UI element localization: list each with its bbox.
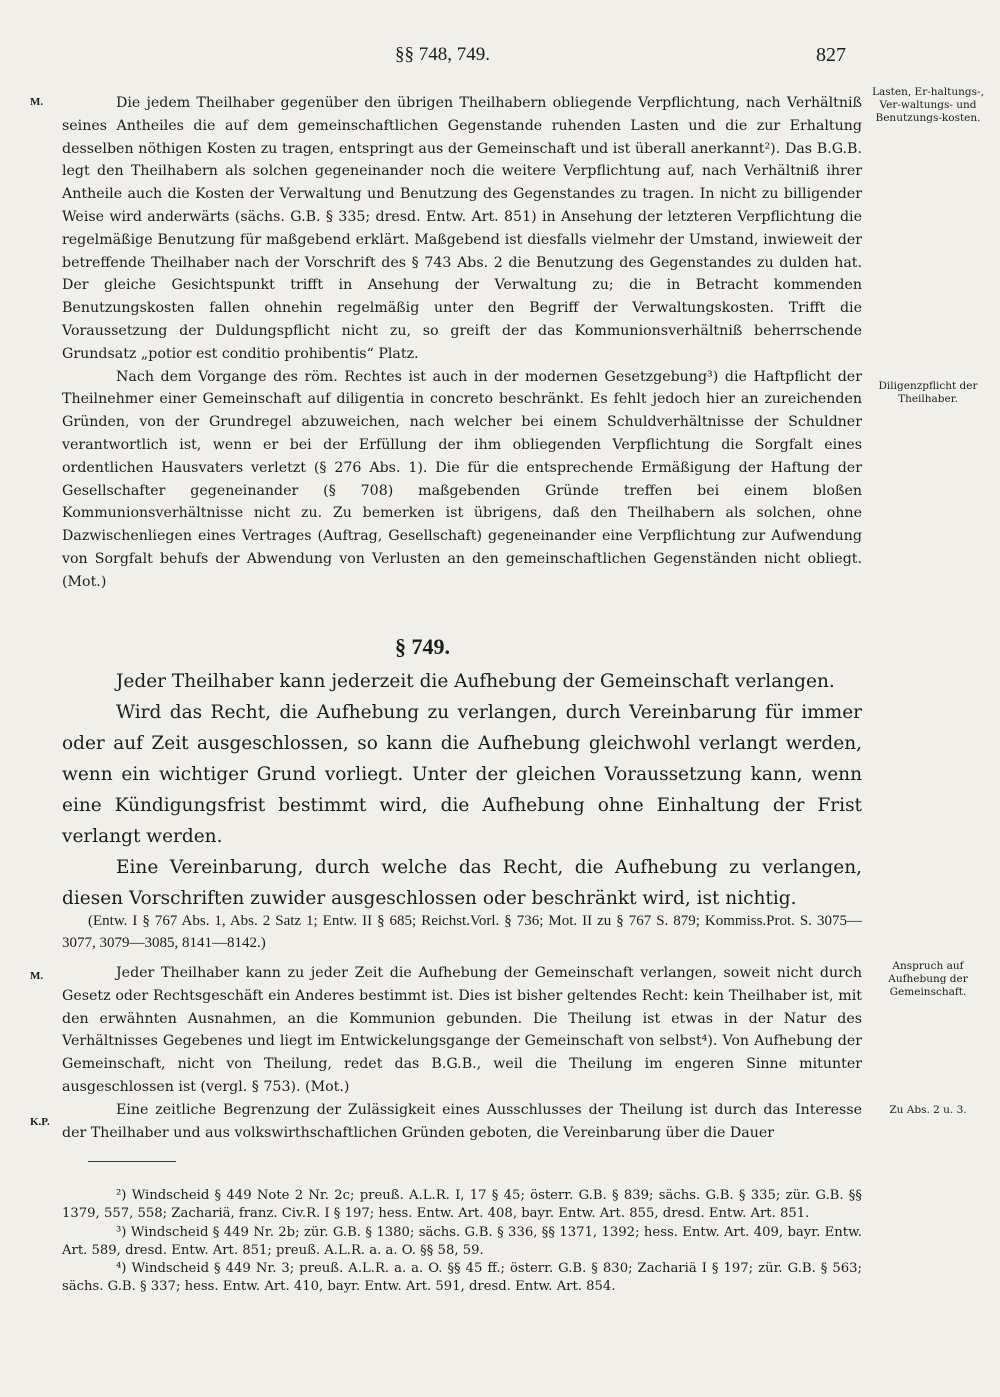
commentary-paragraph: Nach dem Vorgange des röm. Rechtes ist auch in der modernen Gesetzgebung³) die Haftpflicht der Theilnehmer einer Gemeinschaft auf diligentia in concreto beschränkt. Es fehlt jedoch hier an zureichenden Gründen, von der Grundregel abzuweichen, nach welcher bei einem Schuldverhältnisse der Schuldner verantwortlich ist, wenn er bei der Erfüllung der ihm obliegenden Verpflichtung die Sorgfalt eines ordentlichen Hausvaters verletzt (§ 276 Abs. 1). Die für die entsprechende Ermäßigung der Haftung der Gesellschafter gegeneinander (§ 708) maßgebenden Gründe treffen bei einem bloßen Kommunionsverhältnisse nicht zu. Zu bemerken ist übrigens, daß den Theilhabern als solchen, ohne Dazwischenliegen eines Vertrages (Auftrag, Gesellschaft) gegeneinander eine Verpflichtung zur Aufwendung von Sorgfalt behufs der Abwendung von Verlusten an den gemeinschaftlichen Gegenständen nicht obliegt. (Mot.) [62,368,862,590]
commentary-block-2 [62,962,862,1144]
footnote: ³) Windscheid § 449 Nr. 2b; zür. G.B. § 1380; sächs. G.B. § 336, §§ 1371, 1392; hess. Entw. Art. 409, bayr. Entw. Art. 589, dresd. Entw. Art. 851; preuß. A.L.R. a. a. O. §§ 58, 59. [62,1224,862,1258]
page-header [0,44,1000,74]
source-tag-m: M. [30,96,44,108]
statute-paragraph: Jeder Theilhaber kann jederzeit die Aufhebung der Gemeinschaft verlangen. [116,671,835,692]
margin-note-diligenz: Diligenzpflicht der Theilhaber. [878,380,978,405]
footnote: ⁴) Windscheid § 449 Nr. 3; preuß. A.L.R. a. a. O. §§ 45 ff.; österr. G.B. § 830; Zachariä I § 197; zür. G.B. § 563; sächs. G.B. § 337; hess. Entw. Art. 410, bayr. Entw. Art. 591, dresd. Entw. Art. 854. [62,1261,862,1295]
footnotes [62,1187,862,1297]
header-sections: §§ 748, 749. [395,44,490,65]
section-title: § 749. [395,634,450,659]
source-tag-m: M. [30,970,44,982]
references: (Entw. I § 767 Abs. 1, Abs. 2 Satz 1; Entw. II § 685; Reichst.Vorl. § 736; Mot. II zu § 767 S. 879; Kommiss.Prot. S. 3075—3077, 3079—3085, 8141—8142.) [62,913,862,951]
margin-note-anspruch: Anspruch auf Aufhebung der Gemeinschaft. [888,960,968,998]
statute-text [62,666,862,914]
commentary-paragraph: Jeder Theilhaber kann zu jeder Zeit die Aufhebung der Gemeinschaft verlangen, soweit nicht durch Gesetz oder Rechtsgeschäft ein Anderes bestimmt ist. Dies ist bisher geltendes Recht: kein Theilhaber ist, mit den erwähnten Ausnahmen, an die Kommunion gebunden. Die Theilung ist etwas in der Natur des Verhältnisses Gegebenes und liegt im Entwickelungsgange der Gemeinschaft von selbst⁴). Von Aufhebung der Gemeinschaft, nicht von Theilung, redet das B.G.B., weil die Theilung im engeren Sinne mitunter ausgeschlossen ist (vergl. § 753). (Mot.) [62,965,862,1095]
commentary-paragraph: Eine zeitliche Begrenzung der Zulässigkeit eines Ausschlusses der Theilung ist durch das Interesse der Theilhaber und aus volkswirthschaftlichen Gründen geboten, die Vereinbarung über die Dauer [62,1101,862,1141]
margin-note-lasten: Lasten, Er-haltungs-, Ver-waltungs- und Benutzungs-kosten. [872,86,984,124]
footnote-rule [88,1161,176,1162]
page-number: 827 [816,44,846,66]
commentary-paragraph: Die jedem Theilhaber gegenüber den übrigen Theilhabern obliegende Verpflichtung, nach Verhältniß seines Antheiles die auf dem gemeinschaftlichen Gegenstande ruhenden Lasten und die zur Erhaltung desselben nöthigen Kosten zu tragen, entspringt aus der Gemeinschaft und ist überall anerkannt²). Das B.G.B. legt den Theilhabern als solchen gegeneinander noch die weitere Verpflichtung auf, nach Verhältniß ihrer Antheile auch die Kosten der Verwaltung und Benutzung des Gegenstandes zu tragen. In nicht zu billigender Weise wird anderwärts (sächs. G.B. § 335; dresd. Entw. Art. 851) in Ansehung der letzteren Verpflichtung die regelmäßige Benutzung für maßgebend erklärt. Maßgebend ist diesfalls vielmehr der Umstand, inwieweit der betreffende Theilhaber nach der Vorschrift des § 743 Abs. 2 die Benutzung des Gegenstandes zu dulden hat. Der gleiche Gesichtspunkt trifft in Ansehung der Verwaltung zu; die in Betracht kommenden Benutzungskosten fallen ohnehin regelmäßig unter den Begriff der Verwaltungskosten. Trifft die Voraussetzung der Duldungspflicht nicht zu, so greift der das Kommunionsverhältniß beherrschende Grundsatz „potior est conditio prohibentis“ Platz. [62,95,862,362]
margin-note-abs: Zu Abs. 2 u. 3. [889,1104,967,1116]
commentary-block-1 [62,92,862,594]
statute-paragraph: Wird das Recht, die Aufhebung zu verlangen, durch Vereinbarung für immer oder auf Zeit ausgeschlossen, so kann die Aufhebung gleichwohl verlangt werden, wenn ein wichtiger Grund vorliegt. Unter der gleichen Voraussetzung kann, wenn eine Kündigungsfrist bestimmt wird, die Aufhebung ohne Einhaltung der Frist verlangt werden. [62,702,862,847]
source-tag-kp: K.P. [30,1116,50,1128]
footnote: ²) Windscheid § 449 Note 2 Nr. 2c; preuß. A.L.R. I, 17 § 45; österr. G.B. § 839; sächs. G.B. § 335; zür. G.B. §§ 1379, 557, 558; Zachariä, franz. Civ.R. I § 197; hess. Entw. Art. 408, bayr. Entw. Art. 855, dresd. Entw. Art. 851. [62,1188,862,1222]
statute-paragraph: Eine Vereinbarung, durch welche das Recht, die Aufhebung zu verlangen, diesen Vorschriften zuwider ausgeschlossen oder beschränkt wird, ist nichtig. [62,857,862,909]
